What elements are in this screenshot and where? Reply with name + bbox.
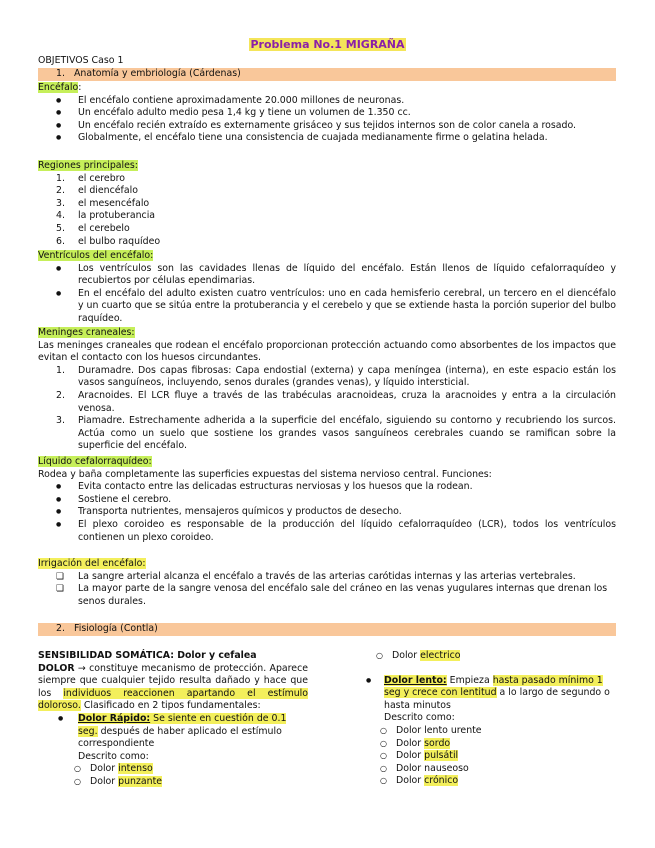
- ventriculos-list: [38, 263, 616, 326]
- lcr-section: [38, 456, 616, 544]
- list-item: 1. el cerebro: [56, 172, 126, 184]
- meninges-section: [38, 327, 616, 453]
- meninges-heading: Meninges craneales:: [38, 327, 135, 338]
- section-1-bar: [38, 68, 616, 81]
- regiones-heading: Regiones principales:: [38, 160, 138, 171]
- irrigacion-heading: Irrigación del encéfalo:: [38, 558, 146, 569]
- list-item: ○ Dolor electrico: [340, 650, 618, 663]
- list-item: 2. el diencéfalo: [56, 185, 138, 197]
- descrito-label: Descrito como:: [384, 712, 455, 724]
- list-item: ● El encéfalo contiene aproximadamente 20.000 millones de neuronas.: [38, 95, 616, 108]
- meninges-list: [38, 365, 616, 453]
- dolor-rapido-item: ● Dolor Rápido: Se siente en cuestión de 0.1 seg. después de haber aplicado el estímulo correspondiente Descrito como:: [38, 713, 308, 763]
- objetivos-label: OBJETIVOS Caso 1: [38, 55, 124, 66]
- list-item: ● Los ventrículos son las cavidades llenas de líquido del encéfalo. Están llenos de líquido cefalorraquídeo y recubiertos por células ependimarias.: [38, 263, 616, 288]
- meninges-intro: Las meninges craneales que rodean el encéfalo proporcionan protección actuando como absorbentes de los impactos que evitan el contacto con los huesos circundantes.: [38, 339, 616, 364]
- list-item: ○ Dolor pulsátil: [344, 750, 618, 763]
- encefalo-heading: Encéfalo: [38, 82, 79, 93]
- dolor-right-column: [346, 650, 618, 788]
- regiones-list: [38, 173, 616, 249]
- list-item: ● Transporta nutrientes, mensajeros químicos y productos de desecho.: [38, 506, 616, 519]
- lcr-heading: Líquido cefalorraquídeo:: [38, 456, 152, 467]
- ventriculos-heading: Ventrículos del encéfalo:: [38, 250, 154, 261]
- dolor-left-column: [38, 650, 308, 789]
- list-item: ● Un encéfalo adulto medio pesa 1,4 kg y tiene un volumen de 1.350 cc.: [38, 107, 616, 120]
- encefalo-section: Encéfalo: ● El encéfalo contiene aproximadamente 20.000 millones de neuronas. ● Un encéfalo adulto medio pesa 1,4 kg y tiene un volumen de 1.350 cc. ● Un encéfalo recién extraído es externamente grisáceo y sus tejidos internos son de color canela a rosado. ● Globalmente, el encéfalo tiene una consistencia de cuajada medianamente firme o gelatina helada.: [38, 82, 616, 145]
- list-item: ❏ La mayor parte de la sangre venosa del encéfalo sale del cráneo en las venas yugulares internas que drenan los senos durales.: [38, 583, 616, 608]
- list-item: ● Un encéfalo recién extraído es externamente grisáceo y sus tejidos internos son de color canela a rosado.: [38, 120, 616, 133]
- list-item: ○ Dolor lento urente: [344, 725, 618, 738]
- encefalo-list: [38, 95, 616, 145]
- list-item: ○ Dolor crónico: [344, 775, 618, 788]
- section-2-bar: [38, 623, 616, 636]
- sensibilidad-heading: SENSIBILIDAD SOMÁTICA: Dolor y cefalea: [38, 650, 257, 661]
- dolor-definition: DOLOR → constituye mecanismo de protección. Aparece siempre que cualquier tejido resulta dañado y hace que los individuos reaccionen apartando el estímulo doloroso. Clasificado en 2 tipos fundamentales:: [38, 662, 308, 712]
- regiones-section: [38, 160, 616, 248]
- section-2-number: 2.: [56, 623, 65, 634]
- section-1-number: 1.: [56, 68, 65, 79]
- dolor-lento-sublist: [344, 725, 618, 788]
- list-item: 4. la protuberancia: [56, 210, 156, 222]
- list-item: 2. Aracnoides. El LCR fluye a través de las trabéculas aracnoideas, cruza la aracnoides y entra a la circulación venosa.: [56, 389, 616, 414]
- dolor-top-sublist: [340, 650, 618, 663]
- irrigacion-list: [38, 571, 616, 609]
- section-1-label: Anatomía y embriología (Cárdenas): [74, 68, 241, 79]
- list-item: ● Evita contacto entre las delicadas estructuras nerviosas y los huesos que la rodean.: [38, 481, 616, 494]
- list-item: ○ Dolor nauseoso: [344, 763, 618, 776]
- list-item: ○ Dolor sordo: [344, 738, 618, 751]
- descrito-label: Descrito como:: [78, 750, 149, 762]
- list-item: 6. el bulbo raquídeo: [56, 235, 161, 247]
- list-item: 1. Duramadre. Dos capas fibrosas: Capa endostial (externa) y capa meníngea (interna), en este espacio están los vasos sanguíneos, incluyendo, senos durales (grandes venas), y líquido intersticial.: [56, 364, 616, 389]
- irrigacion-section: [38, 558, 616, 608]
- list-item: ● En el encéfalo del adulto existen cuatro ventrículos: uno en cada hemisferio cerebral, un tercero en el diencéfalo y un cuarto que se sitúa entre la protuberancia y el cerebelo y que se extiende hasta la porción superior del bulbo raquídeo.: [38, 288, 616, 326]
- dolor-lento-item: ● Dolor lento: Empieza hasta pasado mínimo 1 seg y crece con lentitud a lo largo de segundo o hasta minutos Descrito como:: [346, 675, 618, 725]
- lcr-intro: Rodea y baña completamente las superficies expuestas del sistema nervioso central. Funciones:: [38, 468, 492, 480]
- lcr-list: [38, 481, 616, 544]
- section-2-label: Fisiología (Contla): [74, 623, 158, 634]
- list-item: ● El plexo coroideo es responsable de la producción del líquido cefalorraquídeo (LCR), todos los ventrículos contienen un plexo coroideo.: [38, 519, 616, 544]
- list-item: ● Globalmente, el encéfalo tiene una consistencia de cuajada medianamente firme o gelatina helada.: [38, 132, 616, 145]
- dolor-rapido-sublist: [38, 763, 308, 788]
- list-item: 3. el mesencéfalo: [56, 197, 150, 209]
- list-item: ○ Dolor intenso: [38, 763, 308, 776]
- list-item: ● Sostiene el cerebro.: [38, 494, 616, 507]
- list-item: 3. Piamadre. Estrechamente adherida a la superficie del encéfalo, siguiendo su contorno y recubriendo los surcos. Actúa como un suelo que sostiene los grandes vasos sanguíneos cerebrales cuando se ramifican sobre la superficie del encéfalo.: [56, 415, 616, 452]
- ventriculos-section: [38, 250, 616, 326]
- list-item: ❏ La sangre arterial alcanza el encéfalo a través de las arterias carótidas internas y las arterias vertebrales.: [38, 571, 616, 584]
- list-item: ○ Dolor punzante: [38, 776, 308, 789]
- page-title: Problema No.1 MIGRAÑA: [250, 38, 405, 51]
- list-item: 5. el cerebelo: [56, 222, 130, 234]
